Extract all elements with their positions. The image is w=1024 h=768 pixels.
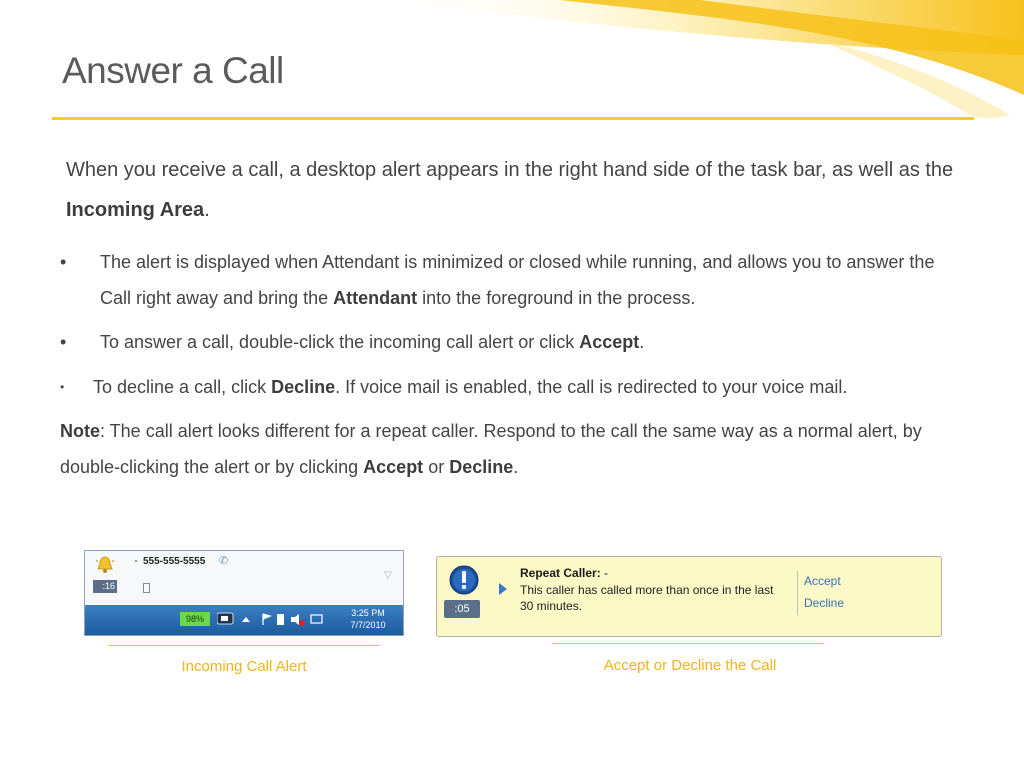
bullet-item: • The alert is displayed when Attendant is minimized or closed while running, and allows you to answer the Call right away and bring the Attendant into the foreground in the process. <box>60 244 970 316</box>
note-paragraph: Note: The call alert looks different for a repeat caller. Respond to the call the same way as a normal alert, by double-clicking the alert or by clicking Accept or Decline. <box>60 421 922 477</box>
expand-arrow-icon[interactable] <box>499 583 507 595</box>
network-icon <box>277 614 284 625</box>
caption-rule <box>108 645 380 646</box>
repeat-caller-alert-screenshot <box>436 556 942 637</box>
bullet-list <box>60 244 970 485</box>
incoming-call-alert-screenshot <box>84 550 404 636</box>
attendant-tray-icon-inner <box>221 616 228 621</box>
speaker-icon <box>291 614 299 625</box>
mute-badge-icon <box>299 620 305 626</box>
bell-icon <box>95 556 115 574</box>
page-title: Answer a Call <box>62 50 284 91</box>
incoming-alert-caption: Incoming Call Alert <box>181 658 307 675</box>
taskbar-clock[interactable] <box>343 607 393 631</box>
clock-time: 3:25 PM <box>351 608 385 618</box>
document-icon <box>143 583 150 593</box>
alert-area <box>85 551 403 605</box>
call-timer: :16 <box>93 580 117 593</box>
bullet-marker: • <box>60 252 67 272</box>
monitor-icon <box>311 615 322 623</box>
system-tray-icons <box>217 609 337 629</box>
intro-paragraph: When you receive a call, a desktop alert appears in the right hand side of the task bar, as well as the Incoming Area. <box>66 159 954 221</box>
caption-rule <box>552 643 824 644</box>
bullet-marker: • <box>60 380 65 394</box>
bullet-item: • To answer a call, double-click the incoming call alert or click Accept. <box>60 324 970 360</box>
bullet-marker: • <box>60 332 67 352</box>
accept-decline-caption: Accept or Decline the Call <box>603 657 777 674</box>
battery-indicator: 98% <box>180 612 210 626</box>
repeat-caller-title: Repeat Caller: - <box>520 566 609 580</box>
chevron-up-icon <box>242 617 250 622</box>
status-dot <box>135 560 137 562</box>
bullet-item: • To decline a call, click Decline. If voice mail is enabled, the call is redirected to your voice mail. <box>60 369 970 405</box>
repeat-caller-message: This caller has called more than once in the last 30 minutes. <box>520 583 774 613</box>
incoming-area-term: Incoming Area <box>66 199 205 221</box>
decline-link[interactable]: Decline <box>804 596 845 610</box>
flag-icon <box>263 614 270 625</box>
clock-date: 7/7/2010 <box>350 620 386 630</box>
accept-link[interactable]: Accept <box>804 574 841 588</box>
note-label: Note <box>60 421 100 441</box>
caller-number[interactable]: 555-555-5555 <box>143 556 206 567</box>
chevron-down-icon[interactable]: ▽ <box>384 570 392 581</box>
exclamation-icon <box>449 565 479 595</box>
phone-icon: ✆ <box>219 555 229 567</box>
call-timer: :05 <box>444 600 480 618</box>
action-divider <box>797 571 798 615</box>
title-underline <box>52 117 974 120</box>
